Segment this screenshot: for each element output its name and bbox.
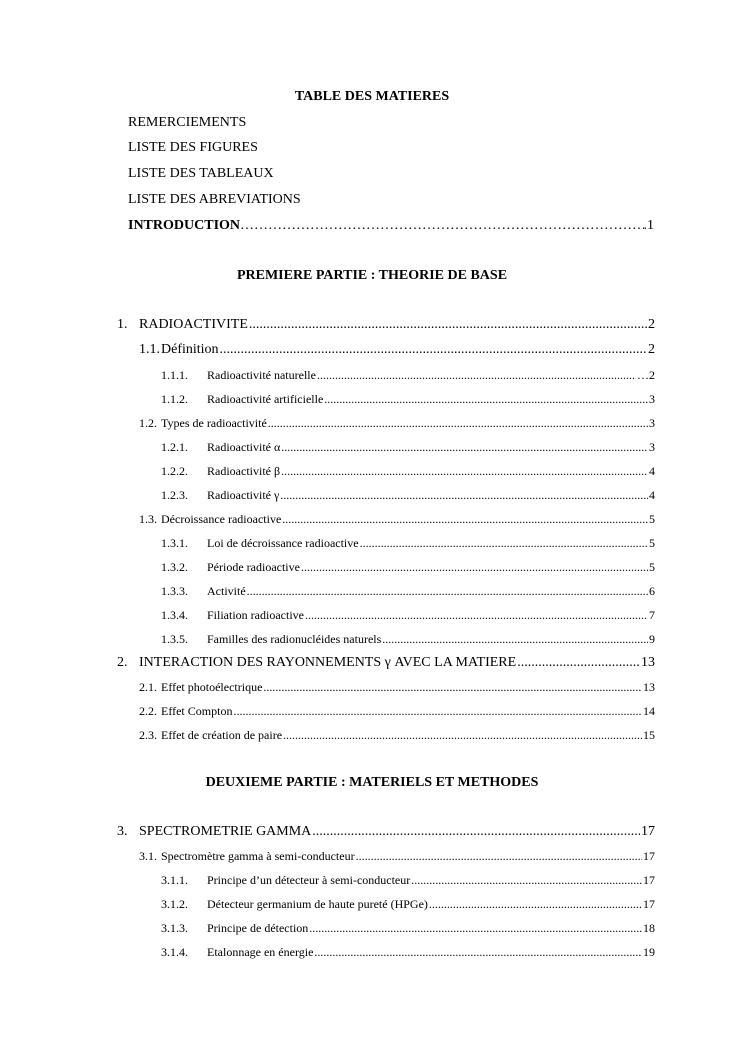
entry-page: 17 xyxy=(643,897,655,911)
dot-leader xyxy=(268,416,648,431)
dot-leader xyxy=(280,488,648,503)
toc-entry xyxy=(161,921,655,936)
dot-leader xyxy=(314,945,642,960)
toc-entry xyxy=(117,317,655,333)
toc-entry xyxy=(161,392,655,407)
entry-title: Etalonnage en énergie xyxy=(207,945,314,959)
dot-leader xyxy=(360,536,648,551)
entry-title: Activité xyxy=(207,584,246,598)
front-matter-remerciements: REMERCIEMENTS xyxy=(128,115,247,130)
toc-entry xyxy=(161,440,655,455)
entry-number: 2.2. xyxy=(139,704,157,718)
dot-leader xyxy=(233,704,642,719)
entry-title: Spectromètre gamma à semi-conducteur xyxy=(161,849,355,863)
entry-number: 3.1.3. xyxy=(161,921,188,935)
entry-page: 17 xyxy=(641,824,655,839)
toc-entry xyxy=(139,342,655,358)
dot-leader xyxy=(247,584,648,599)
toc-entry xyxy=(161,560,655,575)
entry-page: 4 xyxy=(649,464,655,478)
dot-leader xyxy=(324,392,648,407)
entry-number: 1.2. xyxy=(139,416,157,430)
entry-title: INTERACTION DES RAYONNEMENTS γ AVEC LA MATIERE xyxy=(139,655,517,670)
dot-leader xyxy=(356,849,642,864)
toc-entry-introduction xyxy=(128,218,654,234)
entry-title: Effet Compton xyxy=(161,704,233,718)
entry-title: Radioactivité artificielle xyxy=(207,392,324,406)
toc-entry xyxy=(117,824,655,840)
toc-entry xyxy=(139,728,655,743)
entry-number: 3.1.4. xyxy=(161,945,188,959)
entry-number: 1.1.2. xyxy=(161,392,188,406)
dot-leader xyxy=(240,218,643,234)
entry-page: 5 xyxy=(649,512,655,526)
entry-number: 3.1.1. xyxy=(161,873,188,887)
entry-number: 1.2.1. xyxy=(161,440,188,454)
toc-entry xyxy=(161,608,655,623)
entry-title: Radioactivité β xyxy=(207,464,281,478)
entry-title: Définition xyxy=(161,342,219,357)
toc-entry xyxy=(161,632,655,647)
toc-entry xyxy=(161,584,655,599)
entry-number: 1.3.3. xyxy=(161,584,188,598)
entry-title: Familles des radionucléides naturels xyxy=(207,632,382,646)
entry-number: 3.1. xyxy=(139,849,157,863)
toc-entry xyxy=(161,536,655,551)
entry-title: Radioactivité γ xyxy=(207,488,280,502)
entry-title: Principe de détection xyxy=(207,921,309,935)
entry-number: 1.3. xyxy=(139,512,157,526)
entry-page: 3 xyxy=(649,392,655,406)
part-title-1: PREMIERE PARTIE : THEORIE DE BASE xyxy=(236,268,508,283)
entry-page: 3 xyxy=(649,416,655,430)
entry-page: 4 xyxy=(649,488,655,502)
dot-leader xyxy=(429,897,642,912)
dot-leader xyxy=(281,464,648,479)
entry-page: 13 xyxy=(643,680,655,694)
toc-entry xyxy=(161,873,655,888)
entry-title: Filiation radioactive xyxy=(207,608,304,622)
entry-number: 1.2.2. xyxy=(161,464,188,478)
entry-number: 1.3.4. xyxy=(161,608,188,622)
entry-page: 6 xyxy=(649,584,655,598)
entry-title: Effet de création de paire xyxy=(161,728,283,742)
entry-number: 2.3. xyxy=(139,728,157,742)
dot-leader xyxy=(282,512,648,527)
entry-page: 19 xyxy=(643,945,655,959)
entry-page: 17 xyxy=(643,873,655,887)
dot-leader xyxy=(517,655,640,671)
part-title-2: DEUXIEME PARTIE : MATERIELS ET METHODES xyxy=(205,775,539,790)
entry-title: Loi de décroissance radioactive xyxy=(207,536,359,550)
entry-title: Période radioactive xyxy=(207,560,300,574)
front-matter-liste-figures: LISTE DES FIGURES xyxy=(128,140,258,155)
entry-page: 5 xyxy=(649,560,655,574)
entry-title: INTRODUCTION xyxy=(128,218,241,233)
dot-leader xyxy=(411,873,642,888)
entry-page: .1 xyxy=(643,218,654,233)
entry-title: Décroissance radioactive xyxy=(161,512,282,526)
dot-leader xyxy=(305,608,648,623)
entry-number: 1.3.2. xyxy=(161,560,188,574)
entry-number: 1.2.3. xyxy=(161,488,188,502)
entry-page: 15 xyxy=(643,728,655,742)
entry-number: 1. xyxy=(117,317,128,332)
entry-title: Détecteur germanium de haute pureté (HPGe) xyxy=(207,897,428,911)
dot-leader xyxy=(281,440,648,455)
toc-entry xyxy=(139,704,655,719)
entry-title: Effet photoélectrique xyxy=(161,680,263,694)
toc-entry xyxy=(139,416,655,431)
dot-leader xyxy=(283,728,642,743)
entry-number: 3.1.2. xyxy=(161,897,188,911)
dot-leader xyxy=(249,317,647,333)
dot-leader xyxy=(301,560,648,575)
entry-title: RADIOACTIVITE xyxy=(139,317,248,332)
entry-number: 3. xyxy=(117,824,128,839)
toc-entry xyxy=(161,945,655,960)
entry-page: 18 xyxy=(643,921,655,935)
dot-leader xyxy=(382,632,648,647)
front-matter-liste-abreviations: LISTE DES ABREVIATIONS xyxy=(128,192,301,207)
dot-leader xyxy=(317,368,636,383)
toc-entry xyxy=(139,512,655,527)
entry-page: …2 xyxy=(637,368,655,382)
entry-title: Principe d’un détecteur à semi-conducteur xyxy=(207,873,411,887)
entry-title: Radioactivité naturelle xyxy=(207,368,316,382)
dot-leader xyxy=(309,921,642,936)
dot-leader xyxy=(220,342,647,358)
entry-title: Types de radioactivité xyxy=(161,416,267,430)
entry-number: 1.1.1. xyxy=(161,368,188,382)
entry-title: SPECTROMETRIE GAMMA xyxy=(139,824,312,839)
entry-page: 13 xyxy=(641,655,655,670)
entry-page: 7 xyxy=(649,608,655,622)
entry-number: 1.3.1. xyxy=(161,536,188,550)
entry-title: Radioactivité α xyxy=(207,440,281,454)
toc-entry xyxy=(161,897,655,912)
entry-page: 14 xyxy=(643,704,655,718)
toc-entry xyxy=(117,655,655,671)
entry-number: 1.3.5. xyxy=(161,632,188,646)
toc-title: TABLE DES MATIERES xyxy=(294,89,450,104)
entry-page: 5 xyxy=(649,536,655,550)
dot-leader xyxy=(312,824,640,840)
entry-page: 17 xyxy=(643,849,655,863)
entry-number: 2. xyxy=(117,655,128,670)
entry-number: 2.1. xyxy=(139,680,157,694)
dot-leader xyxy=(263,680,642,695)
front-matter-liste-tableaux: LISTE DES TABLEAUX xyxy=(128,166,274,181)
entry-number: 1.1. xyxy=(139,342,160,357)
entry-page: 9 xyxy=(649,632,655,646)
toc-entry xyxy=(139,680,655,695)
toc-entry xyxy=(161,368,655,383)
entry-page: 2 xyxy=(648,342,655,357)
toc-entry xyxy=(161,488,655,503)
toc-entry xyxy=(161,464,655,479)
entry-page: 2 xyxy=(648,317,655,332)
toc-entry xyxy=(139,849,655,864)
entry-page: 3 xyxy=(649,440,655,454)
